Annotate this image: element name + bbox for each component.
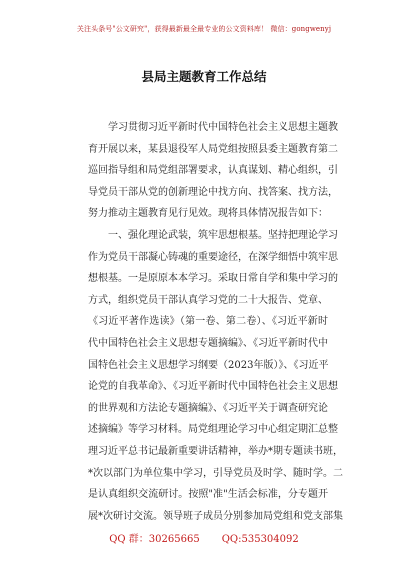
document-body — [88, 117, 343, 527]
body-line: 的世界观和方法论专题摘编》、《习近平关于调查研究论 — [88, 402, 328, 414]
body-line: 展*次研讨交流。领导班子成员分别参加局党组和党支部集 — [88, 510, 343, 522]
body-line: 理习近平总书记最新重要讲话精神，举办*期专题读书班， — [88, 445, 343, 457]
body-line: 巡回指导组和局党组部署要求，认真谋划、精心组织，引 — [88, 165, 338, 177]
body-line: 一、强化理论武装，筑牢思想根基。坚持把理论学习 — [88, 229, 338, 241]
document-title: 县局主题教育工作总结 — [141, 69, 267, 84]
body-line: 国特色社会主义思想学习纲要（2023年版）》、《习近平 — [88, 359, 329, 371]
body-line: 《习近平著作选读》（第一卷、第二卷）、《习近平新时 — [88, 316, 328, 328]
promo-header: 关注头条号"公文研究"，获得最新最全最专业的公文资料库！ 微信：gongwenyj — [76, 25, 332, 33]
body-line: 育开展以来，某县退役军人局党组按照县委主题教育第二 — [88, 143, 338, 155]
body-line: 论党的自我革命》、《习近平新时代中国特色社会主义思想 — [88, 381, 338, 393]
body-line: 导党员干部从党的创新理论中找方向、找答案、找方法， — [88, 186, 338, 198]
body-line: 代中国特色社会主义思想专题摘编》、《习近平新时代中 — [88, 337, 328, 349]
body-line: 述摘编》等学习材料。局党组理论学习中心组定期汇总整 — [88, 424, 338, 436]
body-line: 学习贯彻习近平新时代中国特色社会主义思想主题教 — [88, 122, 338, 133]
body-line: 是认真组织交流研讨。按照"准"生活会标准，分专题开 — [88, 489, 328, 501]
body-line: 作为党员干部凝心铸魂的重要途径，在深学细悟中筑牢思 — [88, 251, 338, 263]
qq-group-number: QQ 群：30265665 — [109, 534, 200, 545]
body-line: 方式，组织党员干部认真学习党的二十大报告、党章、 — [88, 294, 328, 306]
body-line: 努力推动主题教育见行见效。现将具体情况报告如下： — [88, 208, 328, 220]
body-line: 想根基。一是原原本本学习。采取日常自学和集中学习的 — [88, 273, 338, 285]
body-line: *次以部门为单位集中学习，引导党员及时学、随时学。二 — [88, 467, 343, 479]
qq-contact-number: QQ:535304092 — [221, 534, 299, 545]
contact-footer — [0, 530, 408, 545]
